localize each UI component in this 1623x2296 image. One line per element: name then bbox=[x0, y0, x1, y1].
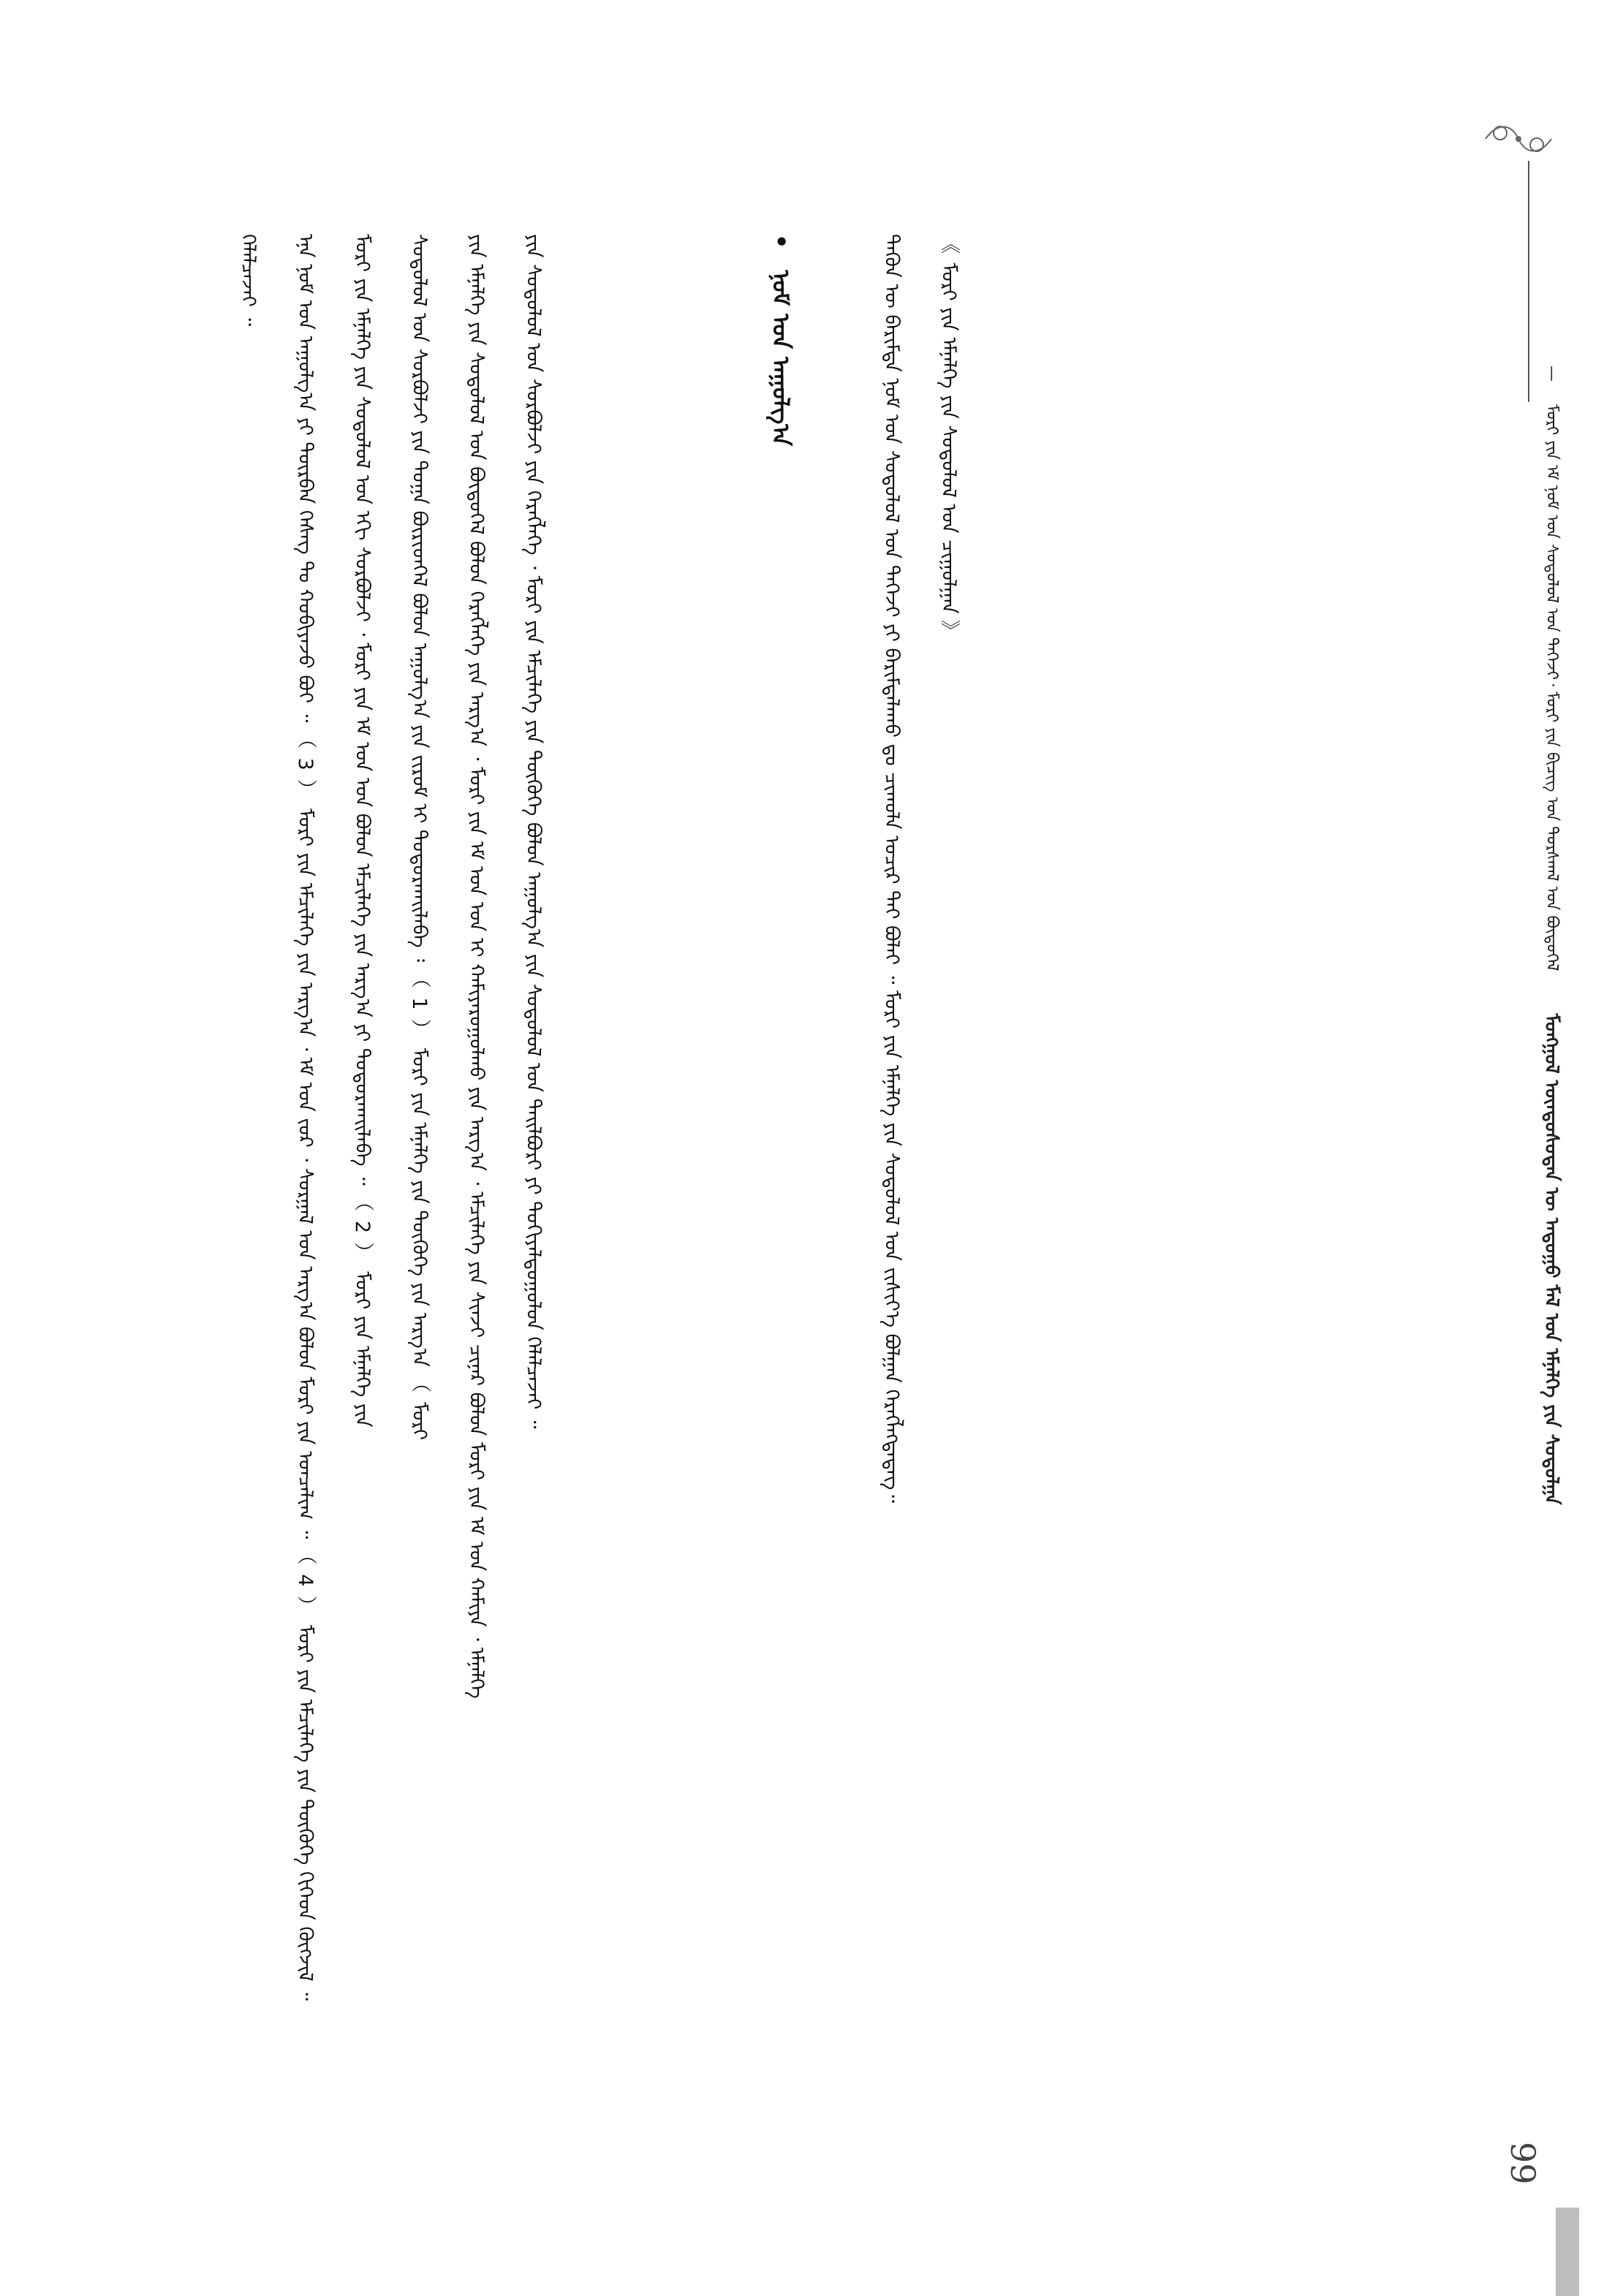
section-heading bbox=[760, 234, 801, 819]
running-header bbox=[1537, 365, 1566, 1901]
paragraph: ᠮᠣᠷᠢ ᠶᠢᠨ ᠡᠮᠨᠡᠯᠭᠡ ᠶᠢᠨ ᠰᠤᠳᠤᠯᠤᠯ ᠤᠨ ᠡᠬᠢ ᠰᠤᠷᠪᠤᠯᠵᠢ ᠂ ᠮᠣᠷᠢ ᠶᠢᠨ ᠡᠮ ᠤᠨ ᠡᠳ ᠪᠣᠯᠤᠨ ᠡᠮᠴᠢᠯᠡᠭᠡ ᠶᠢᠨ ᠠᠷᠭ᠎ᠠ ᠶᠢ ᠲᠣᠳᠣᠷᠬᠠᠢᠯᠠᠪᠠ ᠃ （ 2 ） ᠮᠣᠷᠢ ᠶᠢᠨ ᠡᠮᠨᠡᠯᠭᠡ ᠶᠢᠨ bbox=[351, 234, 374, 1428]
paragraph: ᠡᠨᠡ ᠨᠣᠮ ᠤᠨ ᠠᠭᠤᠯᠭ᠎ᠠ ᠶᠢ ᠳᠥᠷᠪᠡᠨ ᠬᠡᠰᠡᠭ ᠲᠤ ᠬᠤᠪᠢᠶᠠᠵᠤ ᠪᠣᠢ ᠃ （ 3 ） ᠮᠣᠷᠢ ᠶᠢᠨ ᠡᠮᠴᠢᠯᠡᠭᠡ ᠶᠢᠨ ᠠᠷᠭ᠎ᠠ ᠂ ᠡᠮ ᠤᠨ ᠵᠤᠷ ᠂ ᠰᠤᠷᠭᠠᠯ ᠤᠨ ᠠᠷᠭ᠎ᠠ ᠪᠣᠯᠤᠨ ᠮᠣᠷᠢ ᠶᠢᠨ ᠣᠨᠴᠠᠯᠢᠭ ᠃ （ 4 ） ᠮᠣᠷᠢ ᠶᠢᠨ ᠡᠮᠴᠢᠯᠡᠭᠡ ᠶᠢᠨ ᠲᠦᠭᠦᠬᠡ ᠬᠢᠭᠡᠳ ᠬᠥᠭᠵᠢᠯ ᠃ bbox=[294, 234, 317, 2001]
page-edge-tab bbox=[1556, 2208, 1579, 2296]
main-text-block bbox=[219, 234, 687, 2105]
paragraph: ᠶᠢᠨ ᠰᠤᠳᠤᠯᠤᠯ ᠤᠨ ᠰᠤᠷᠪᠤᠯᠵᠢ ᠶᠢᠨ ᠬᠡᠷᠡᠭᠯᠡᠭᠡ ᠂ ᠮᠣᠷᠢ ᠶᠢᠨ ᠡᠮᠴᠢᠯᠡᠭᠡ ᠶᠢᠨ ᠲᠦᠭᠦᠬᠡ ᠪᠣᠯᠤᠨ ᠠᠭᠤᠯᠭ᠎ᠠ ᠶᠢᠨ ᠰᠤᠳᠤᠯᠤᠯ ᠤᠨ ᠲᠠᠢᠯᠪᠤᠷᠢ ᠶᠢ ᠲᠣᠬᠢᠶᠠᠯᠳᠤᠭᠤᠯᠤᠨ ᠬᠡᠯᠡᠯᠴᠡᠵᠡᠢ ᠃ bbox=[522, 234, 545, 1429]
page-number: 99 bbox=[1503, 2142, 1543, 2185]
section-title: ᠨᠣᠮ ᠤᠨ ᠠᠭᠤᠯᠭ᠎ᠠ bbox=[767, 270, 795, 447]
header-title: ᠮᠣᠩᠭᠣᠯ ᠦᠨᠳᠦᠰᠦᠲᠡᠨ ᠦ ᠠᠳᠤᠭᠤ ᠮᠠᠯ ᠤᠨ ᠡᠮᠨᠡᠯᠭᠡ ᠶᠢᠨ ᠰᠤᠳᠤᠯᠭᠠ bbox=[1540, 1013, 1562, 1505]
paragraph: ᠲᠡᠭᠦᠨ ᠦ ᠪᠠᠷᠢᠮᠲᠠ ᠨᠣᠮ ᠤᠨ ᠰᠤᠳᠤᠯᠤᠯ ᠤᠨ ᠳᠡᠭᠡᠵᠢ ᠶᠢ ᠪᠠᠷᠢᠮᠳᠠᠯᠠᠬᠤ ᠳᠤ ᠴᠢᠬᠤᠯᠠ ᠤᠴᠢᠷ ᠲᠠᠢ ᠪᠣᠯᠠᠢ ᠃ ᠮᠣᠷᠢ ᠶᠢᠨ ᠡᠮᠨᠡᠯᠭᠡ ᠶᠢᠨ ᠰᠤᠳᠤᠯᠤᠯ ᠤᠨ ᠵᠢᠱᠢᠶ᠎ᠡ ᠪᠣᠯᠭᠠᠨ ᠬᠡᠷᠡᠭᠯᠡᠭᠳᠡᠳᠡᠭ᠃ bbox=[880, 234, 903, 1504]
header-dash: — bbox=[1543, 365, 1561, 382]
header-subtitle: ᠮᠣᠷᠢ ᠶᠢᠨ ᠡᠮ ᠨᠣᠮ ᠤᠨ ᠰᠤᠳᠤᠯᠤᠯ ᠤᠨ ᠳᠡᠭᠡᠵᠢ᠂ ᠮᠣᠷᠢ ᠶᠢᠨ ᠪᠢᠴᠢᠭ ᠤᠨ ᠳᠤᠷᠰᠬᠠᠯ ᠤᠨ ᠪᠦᠲᠦᠭᠡᠯ bbox=[1543, 404, 1561, 971]
paragraph: ᠶᠢᠨ ᠡᠮᠨᠡᠯᠭᠡ ᠶᠢᠨ ᠰᠤᠳᠤᠯᠤᠯ ᠤᠨ ᠪᠦᠲᠦᠭᠡᠯ ᠪᠣᠯᠤᠨ ᠬᠡᠷᠡᠭᠯᠡᠭᠡ ᠶᠢᠨ ᠠᠷᠭ᠎ᠠ ᠂ ᠮᠣᠷᠢ ᠶᠢᠨ ᠡᠮ ᠤᠨ ᠡᠳ ᠢ ᠬᠠᠮᠢᠶᠠᠷᠤᠭᠤᠯᠬᠤ ᠶᠢᠨ ᠠᠷᠭ᠎ᠠ ᠂ ᠡᠮᠴᠢᠯᠡᠭᠡ ᠶᠢᠨ ᠰᠢᠨᠵᠢ ᠴᠢᠨᠠᠷ ᠪᠣᠯᠤᠨ ᠮᠣᠷᠢ ᠶᠢᠨ ᠡᠮ ᠤᠨ ᠬᠠᠮᠢᠶᠠ ᠂ ᠡᠮᠨᠡᠯᠭᠡ bbox=[465, 234, 488, 1699]
header-rule bbox=[1528, 161, 1529, 402]
paragraph: ᠬᠡᠯᠡᠯᠴᠡᠵᠡᠢ ᠃ bbox=[237, 234, 260, 327]
section-bullet: • bbox=[767, 234, 795, 249]
header-ornament-icon bbox=[1478, 117, 1559, 161]
top-text-block bbox=[863, 234, 972, 2105]
paragraph: ᠰᠤᠳᠤᠯᠤᠯ ᠤᠨ ᠰᠤᠷᠪᠤᠯᠵᠢ ᠶᠢᠨ ᠲᠣᠭᠠ ᠪᠦᠷᠢᠳᠬᠡᠯ ᠪᠣᠯᠤᠨ ᠠᠭᠤᠯᠭ᠎ᠠ ᠶᠢᠨ ᠵᠢᠷᠤᠮ ᠢ ᠲᠣᠳᠣᠷᠬᠠᠢᠯᠠᠪᠠ ᠄ （ 1 ） ᠮᠣᠷᠢ ᠶᠢᠨ ᠡᠮᠨᠡᠯᠭᠡ ᠶᠢᠨ ᠲᠦᠭᠦᠬᠡ ᠶᠢᠨ ᠠᠷᠭ᠎ᠠ （ ᠮᠣᠷᠢ bbox=[408, 234, 431, 1440]
paragraph-citation: 《 ᠮᠣᠷᠢ ᠶᠢᠨ ᠡᠮᠨᠡᠯᠭᠡ ᠶᠢᠨ ᠰᠤᠳᠤᠯᠤᠯ ᠤᠨ ᠴᠢᠭᠤᠯᠭᠠᠨ 》 bbox=[937, 234, 960, 642]
